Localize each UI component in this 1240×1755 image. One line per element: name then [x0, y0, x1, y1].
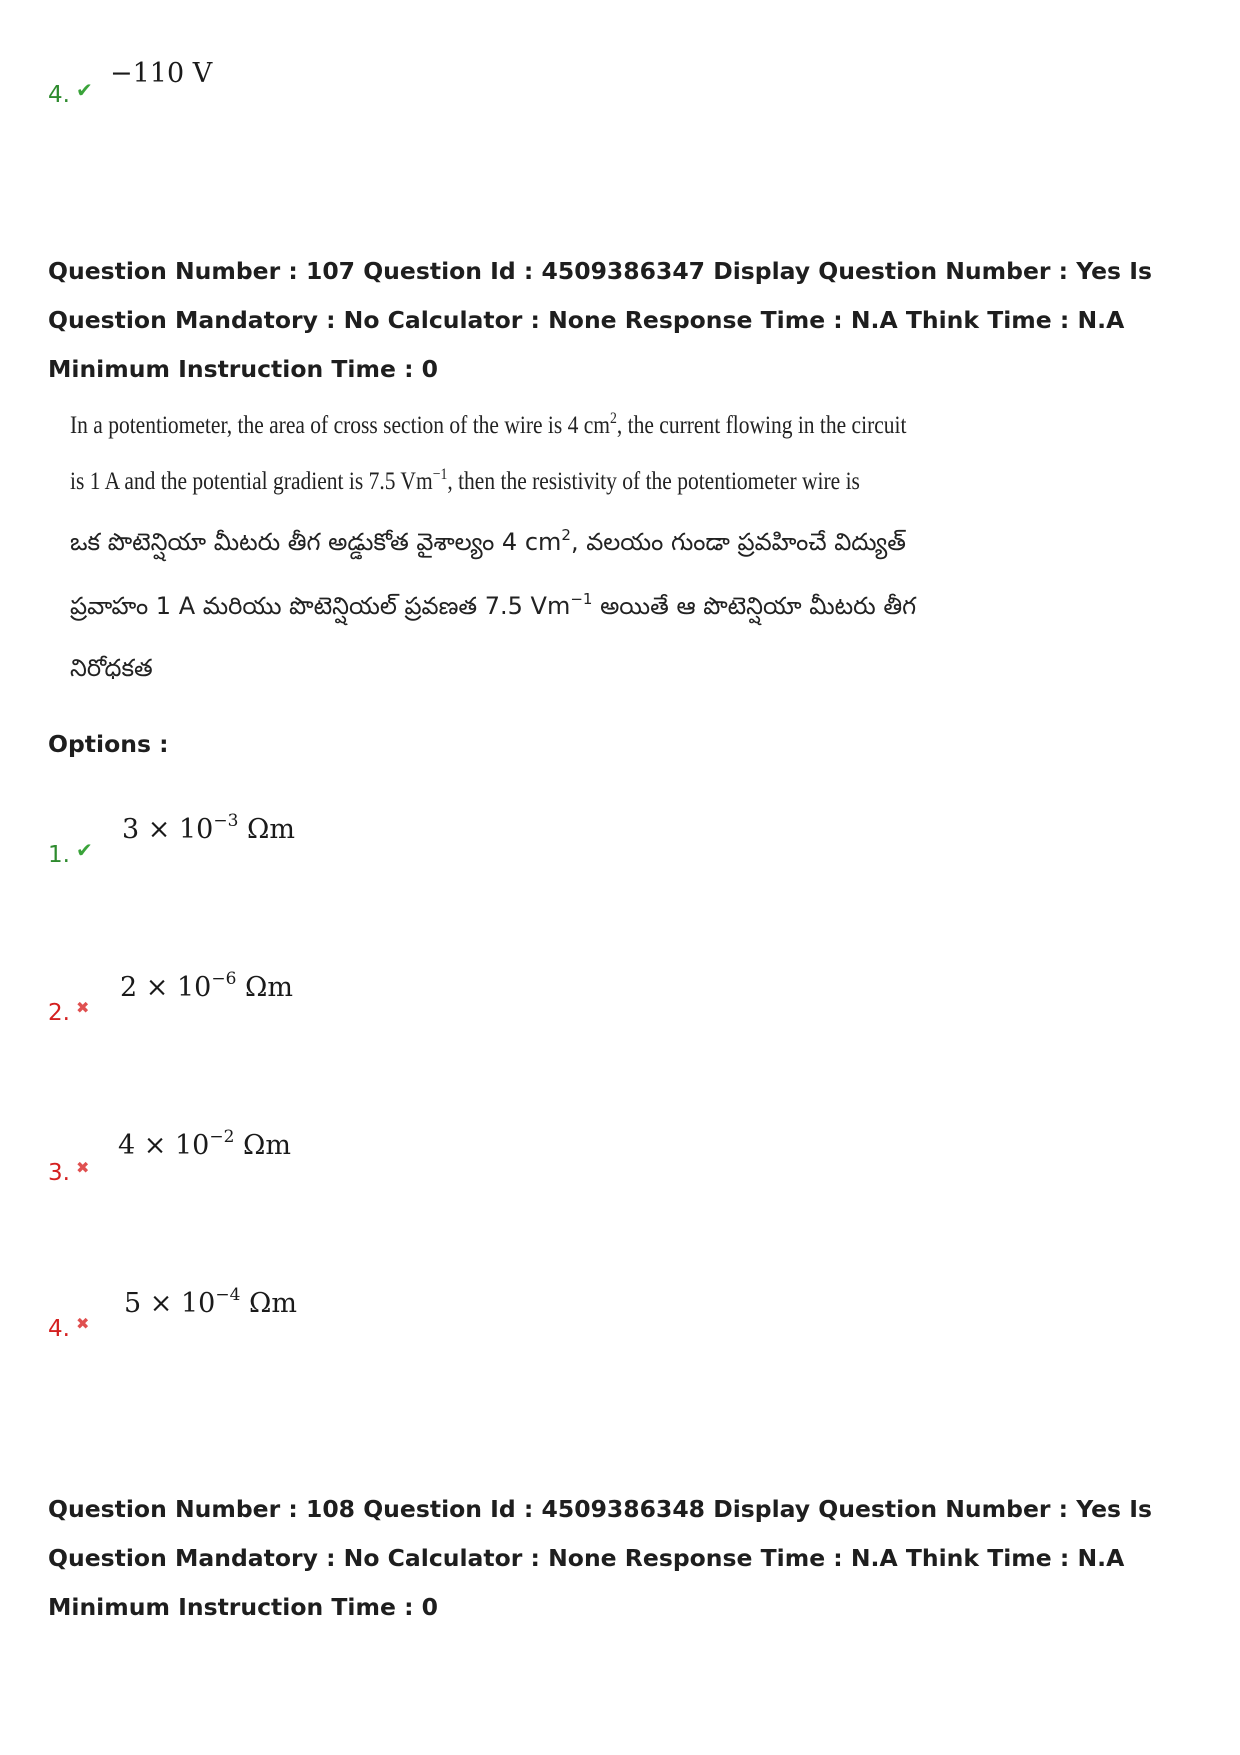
superscript: −1 — [432, 466, 448, 483]
text-segment: , then the resistivity of the potentiometer wire is — [447, 468, 860, 495]
option-number: 4. — [48, 1316, 70, 1342]
option-1[interactable] — [48, 810, 748, 890]
question-text-te-line-1 — [70, 528, 950, 562]
question-108-meta: Question Number : 108 Question Id : 4509386348 Display Question Number : Yes Is Question Mandatory : No Calculator : None Response Time : N.A Think Time : N.A Minimum Instruction Time : 0 — [48, 1495, 1152, 1621]
exponent: −2 — [209, 1127, 235, 1147]
mantissa: 5 × 10 — [124, 1288, 216, 1319]
option-number: 1. — [48, 842, 70, 868]
question-text-te-line-2 — [70, 592, 950, 626]
cross-icon: ✖ — [76, 1158, 90, 1177]
option-value — [122, 811, 295, 845]
question-text-te-line-3: నిరోధకత — [70, 654, 153, 682]
mantissa: 2 × 10 — [120, 972, 212, 1003]
unit: Ωm — [240, 1288, 297, 1319]
option-value — [124, 1285, 297, 1319]
text-segment: is 1 A and the potential gradient is 7.5 Vm — [70, 468, 433, 495]
text-segment: , the current flowing in the circuit — [616, 412, 907, 439]
options-label: Options : — [48, 730, 169, 758]
unit: Ωm — [238, 814, 295, 845]
superscript: −1 — [570, 590, 593, 608]
check-icon: ✔ — [76, 78, 93, 102]
question-107-meta: Question Number : 107 Question Id : 4509386347 Display Question Number : Yes Is Question Mandatory : No Calculator : None Response Time : N.A Think Time : N.A Minimum Instruction Time : 0 — [48, 257, 1152, 383]
text-segment: In a potentiometer, the area of cross section of the wire is 4 cm — [70, 412, 611, 439]
text-segment: ఒక పొటెన్షియా మీటరు తీగ అడ్డుకోత వైశాల్యం 4 cm — [70, 528, 562, 556]
option-4[interactable] — [48, 1284, 748, 1364]
question-text-en-line-1 — [70, 410, 907, 440]
option-2[interactable] — [48, 968, 748, 1048]
unit: Ωm — [234, 1130, 291, 1161]
unit: Ωm — [236, 972, 293, 1003]
text-segment: అయితే ఆ పొటెన్షియా మీటరు తీగ — [592, 592, 917, 620]
superscript: 2 — [561, 526, 571, 544]
option-3[interactable] — [48, 1128, 748, 1208]
option-value — [120, 969, 293, 1003]
option-value — [118, 1127, 291, 1161]
mantissa: 4 × 10 — [118, 1130, 210, 1161]
exponent: −4 — [215, 1285, 241, 1305]
text-segment: , వలయం గుండా ప్రవహించే విద్యుత్ — [570, 528, 906, 556]
check-icon: ✔ — [76, 838, 93, 862]
prev-option-4 — [48, 60, 748, 140]
option-number: 4. — [48, 82, 70, 108]
cross-icon: ✖ — [76, 1314, 90, 1333]
text-segment: ప్రవాహం 1 A మరియు పొటెన్షియల్ ప్రవణత 7.5 Vm — [70, 592, 571, 620]
superscript: 2 — [610, 410, 617, 427]
exponent: −6 — [211, 969, 237, 989]
question-text-en-line-2 — [70, 466, 860, 496]
mantissa: 3 × 10 — [122, 814, 214, 845]
exponent: −3 — [213, 811, 239, 831]
option-number: 2. — [48, 1000, 70, 1026]
option-number: 3. — [48, 1160, 70, 1186]
cross-icon: ✖ — [76, 998, 90, 1017]
option-value: −110 V — [110, 58, 213, 89]
